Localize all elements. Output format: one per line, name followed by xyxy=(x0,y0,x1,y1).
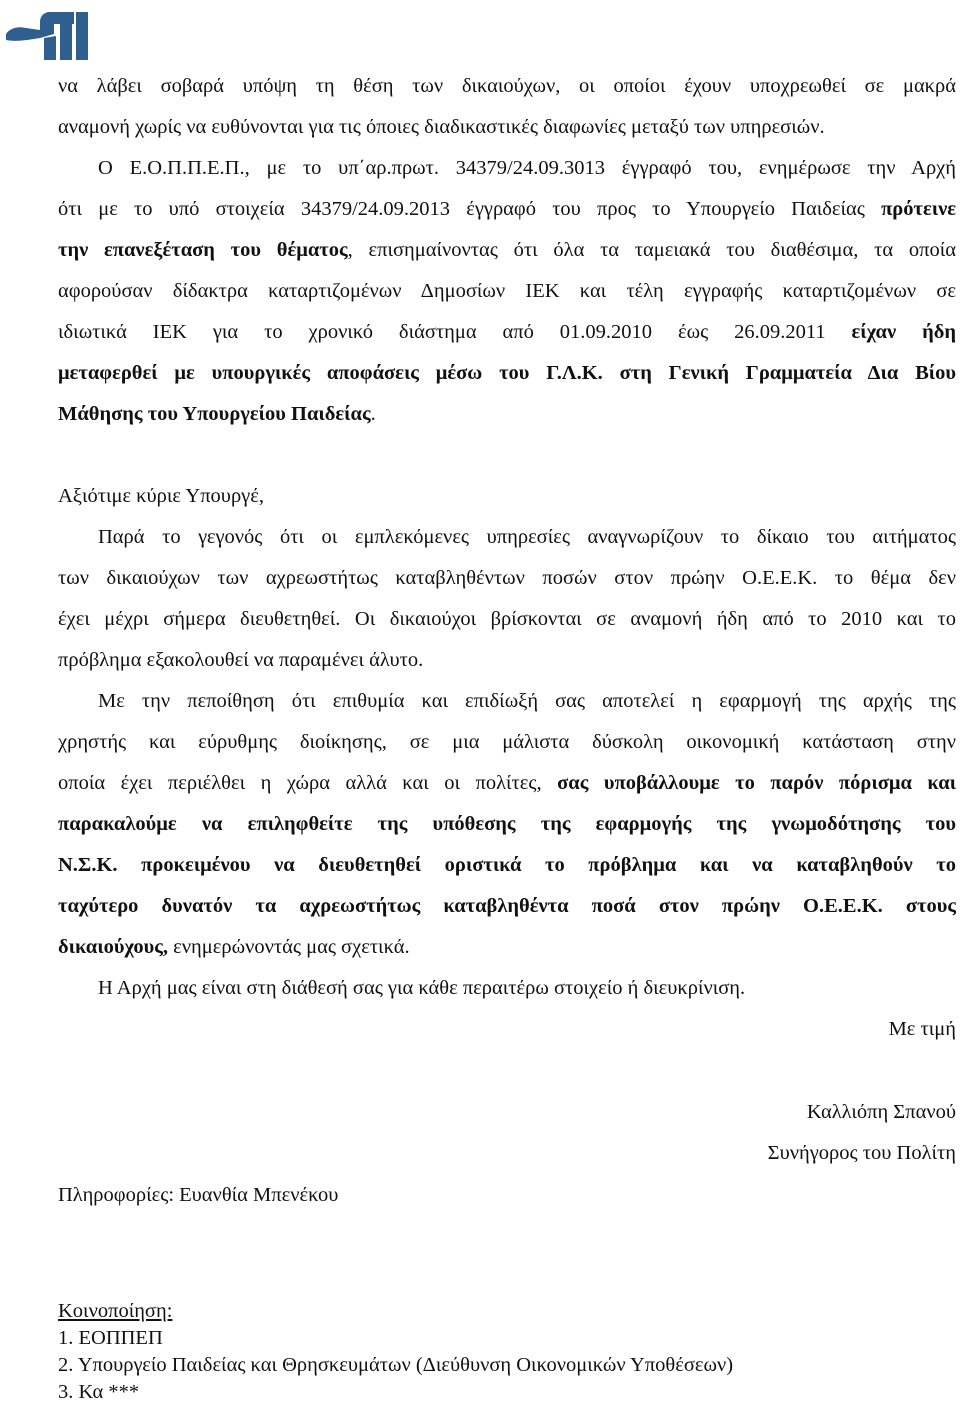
text-line: Παρά το γεγονός ότι οι εμπλεκόμενες υπηρεσίες αναγνωρίζουν το δίκαιο του αιτήματος xyxy=(98,526,956,548)
cc-block xyxy=(58,1298,733,1406)
text-span: . xyxy=(370,403,376,425)
ombudsman-logo xyxy=(4,4,90,66)
cc-item: 2. Υπουργείο Παιδείας και Θρησκευμάτων (Διεύθυνση Οικονομικών Υποθέσεων) xyxy=(58,1354,734,1376)
text-line: Η Αρχή μας είναι στη διάθεσή σας για κάθε περαιτέρω στοιχείο ή διευκρίνιση. xyxy=(98,977,746,999)
text-span: ότι με το υπό στοιχεία 34379/24.09.2013 έγγραφό του προς το Υπουργείο Παιδείας xyxy=(58,198,882,220)
text-span: ιδιωτικά ΙΕΚ για το χρονικό διάστημα από 01.09.2010 έως 26.09.2011 xyxy=(58,321,852,343)
text-line xyxy=(58,927,956,968)
bold-text: την επανεξέταση του θέματος xyxy=(58,239,348,261)
text-line: ταχύτερο δυνατόν τα αχρεωστήτως καταβληθέντα ποσά στον πρώην Ο.Ε.Ε.Κ. στους xyxy=(58,895,956,917)
signatory-title: Συνήγορος του Πολίτη xyxy=(767,1142,956,1164)
text-line: αφορούσαν δίδακτρα καταρτιζομένων Δημοσίων ΙΕΚ και τέλη εγγραφής καταρτιζομένων σε xyxy=(58,280,956,302)
signature-block xyxy=(768,1092,956,1174)
text-line: έχει μέχρι σήμερα διευθετηθεί. Οι δικαιούχοι βρίσκονται σε αναμονή ήδη από το 2010 και το xyxy=(58,608,956,630)
text-line: Ο Ε.Ο.Π.Π.Ε.Π., με το υπ΄αρ.πρωτ. 34379/24.09.3013 έγγραφό του, ενημέρωσε την Αρχή xyxy=(98,157,956,179)
info-contact: Πληροφορίες: Ευανθία Μπενέκου xyxy=(58,1184,339,1206)
text-line: χρηστής και εύρυθμης διοίκησης, σε μια μάλιστα δύσκολη οικονομική κατάσταση στην xyxy=(58,731,956,753)
text-line: Με την πεποίθηση ότι επιθυμία και επιδίωξή σας αποτελεί η εφαρμογή της αρχής της xyxy=(98,690,956,712)
text-line xyxy=(58,763,956,804)
text-line: μεταφερθεί με υπουργικές αποφάσεις μέσω του Γ.Λ.Κ. στη Γενική Γραμματεία Δια Βίου xyxy=(58,362,956,384)
text-span: ενημερώνοντάς μας σχετικά. xyxy=(168,936,410,958)
text-line: των δικαιούχων των αχρεωστήτως καταβληθέντων ποσών στον πρώην Ο.Ε.Ε.Κ. το θέμα δεν xyxy=(58,567,956,589)
text-line xyxy=(58,394,956,435)
closing: Με τιμή xyxy=(888,1018,956,1040)
letter-body xyxy=(58,66,956,1050)
text-line: Ν.Σ.Κ. προκειμένου να διευθετηθεί οριστικά το πρόβλημα και να καταβληθούν το xyxy=(58,854,956,876)
text-line: πρόβλημα εξακολουθεί να παραμένει άλυτο. xyxy=(58,649,424,671)
text-span: , επισημαίνοντας ότι όλα τα ταμειακά του διαθέσιμα, τα οποία xyxy=(347,239,956,261)
text-line xyxy=(58,312,956,353)
cc-title: Κοινοποίηση: xyxy=(58,1300,173,1322)
text-line: να λάβει σοβαρά υπόψη τη θέση των δικαιούχων, οι οποίοι έχουν υποχρεωθεί σε μακρά xyxy=(58,75,956,97)
bold-text: δικαιούχους, xyxy=(58,936,169,958)
text-line xyxy=(58,230,956,271)
cc-item: 3. Κα *** xyxy=(58,1381,140,1403)
text-line: παρακαλούμε να επιληφθείτε της υπόθεσης της εφαρμογής της γνωμοδότησης του xyxy=(58,813,956,835)
text-line: αναμονή χωρίς να ευθύνονται για τις όποιες διαδικαστικές διαφωνίες μεταξύ των υπηρεσιών. xyxy=(58,116,825,138)
bold-text: είχαν ήδη xyxy=(851,321,956,343)
greeting: Αξιότιμε κύριε Υπουργέ, xyxy=(58,485,264,507)
bold-text: Μάθησης του Υπουργείου Παιδείας xyxy=(58,403,371,425)
spacer xyxy=(58,435,956,476)
cc-item: 1. ΕΟΠΠΕΠ xyxy=(58,1327,163,1349)
text-span: οποία έχει περιέλθει η χώρα αλλά και οι πολίτες, xyxy=(58,772,558,794)
signatory-name: Καλλιόπη Σπανού xyxy=(806,1101,956,1123)
bold-text: σας υποβάλλουμε το παρόν πόρισμα και xyxy=(557,772,956,794)
bold-text: πρότεινε xyxy=(881,198,956,220)
text-line xyxy=(58,189,956,230)
